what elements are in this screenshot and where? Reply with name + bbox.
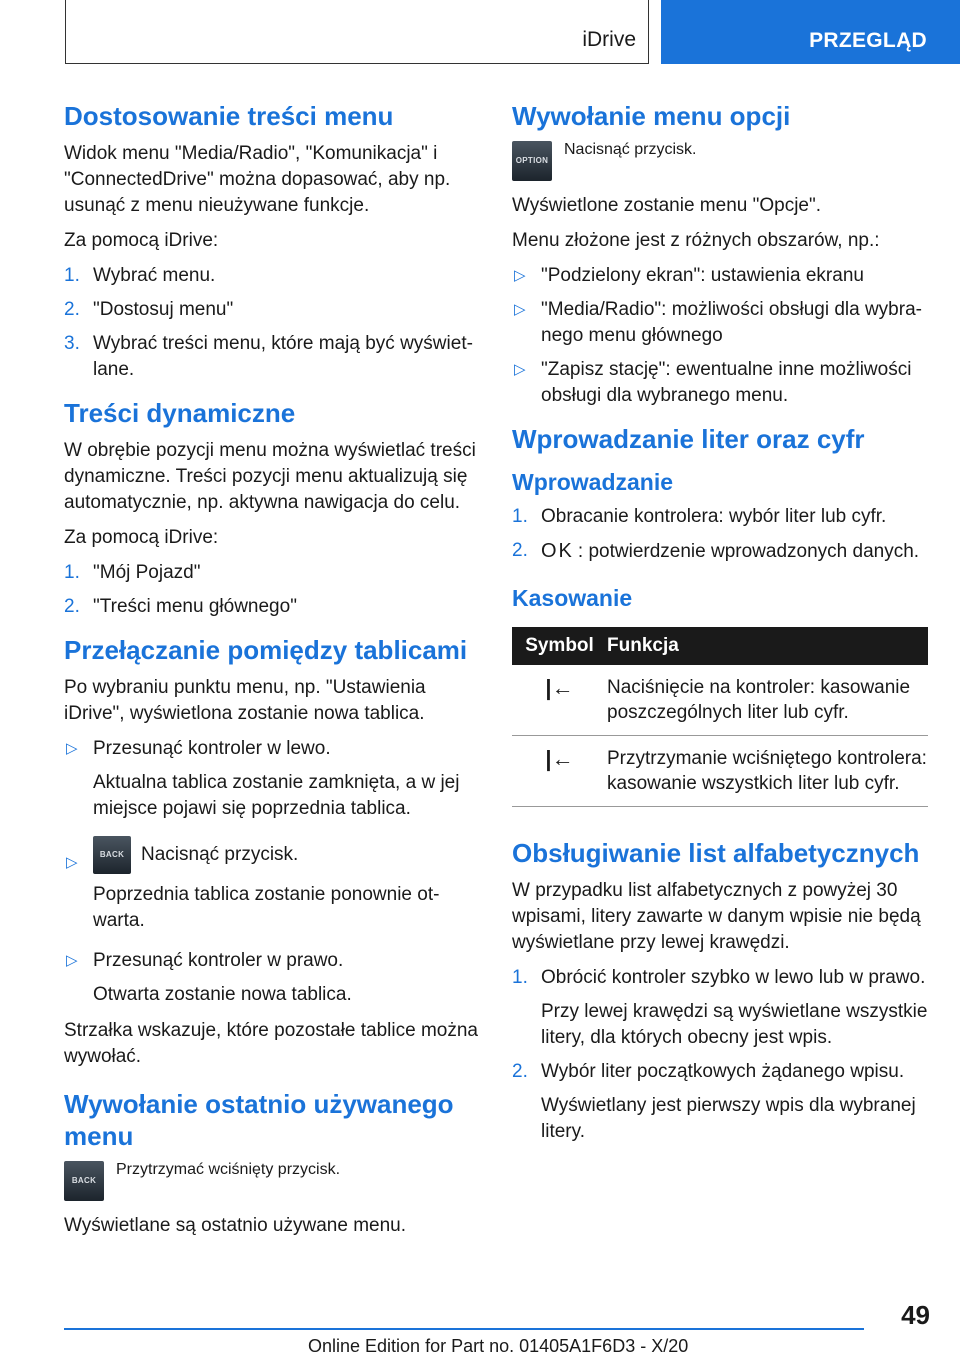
header-tab-overview[interactable]	[661, 0, 960, 64]
section-title-switch-panels: Przełączanie pomiędzy tablicami	[64, 635, 468, 665]
triangle-bullet-icon: ▷	[66, 952, 78, 969]
list-item: ▷ Przesunąć kontroler w prawo. Otwarta zostanie nowa tablica.	[66, 950, 352, 1005]
left-column	[64, 100, 478, 1248]
header-frame	[65, 0, 649, 64]
section-title-dynamic-content: Treści dynamiczne	[64, 398, 296, 428]
section-title-recent-menu: Wywołanie ostatnio używanego menu	[64, 1089, 454, 1151]
header-tab-label: PRZEGLĄD	[809, 29, 927, 52]
numbered-list	[64, 263, 478, 383]
paragraph: Wyświetlane są ostatnio używane menu.	[64, 1215, 406, 1236]
paragraph: Za pomocą iDrive:	[64, 230, 219, 251]
delete-symbols-table	[512, 627, 928, 807]
list-item: ▷ "Podzielony ekran": ustawienia ekranu	[512, 263, 930, 289]
table-header-row	[512, 627, 928, 665]
subsection-title-delete: Kasowanie	[512, 585, 633, 611]
list-item: 3. Wybrać treści menu, które mają być wyświetlane.	[64, 333, 473, 380]
section-title-alphabetical-lists: Obsługiwanie list alfabetycznych	[512, 838, 920, 868]
list-item: ▷ "Zapisz stację": ewentualne inne możliwości obsługi dla wybranego menu.	[514, 359, 912, 406]
right-column	[512, 100, 930, 1155]
list-item: 2. "Dostosuj menu"	[64, 299, 234, 320]
header-section-label: iDrive	[582, 28, 636, 51]
triangle-bullet-icon: ▷	[514, 301, 526, 318]
list-item: 1. "Mój Pojazd"	[64, 562, 201, 583]
bullet-list	[512, 263, 930, 409]
backspace-icon: |←	[512, 665, 607, 736]
list-item: 2. "Treści menu głównego"	[64, 596, 297, 617]
list-item: 1. Wybrać menu.	[64, 265, 216, 286]
list-item: 1. Obrócić kontroler szybko w lewo lub w prawo. Przy lewej krawędzi są wyświetlane wszystkie litery, dla których obecny jest wpis.	[512, 967, 928, 1048]
button-instruction: BACK Przytrzymać wciśnięty przycisk.	[64, 1161, 478, 1201]
list-item: ▷ "Media/Radio": możliwości obsługi dla wybranego menu głównego	[514, 299, 922, 346]
table-row	[512, 665, 928, 736]
page-number: 49	[901, 1300, 930, 1330]
button-instruction: OPTION Nacisnąć przycisk.	[512, 141, 930, 181]
back-button-icon: BACK	[93, 836, 131, 874]
paragraph: Za pomocą iDrive:	[64, 527, 219, 548]
paragraph: Strzałka wskazuje, które pozostałe tablice można wywołać.	[64, 1020, 478, 1067]
paragraph: W przypadku list alfabetycznych z powyżej 30 wpisami, litery zawarte w danym wpisie nie będą wyświetlane przy lewej krawędzi.	[512, 880, 921, 953]
section-title-customize-menu: Dostosowanie treści menu	[64, 101, 394, 131]
backspace-icon: |←	[512, 736, 607, 807]
list-item: ▷ BACK Nacisnąć przycisk. Poprzednia tablica zostanie ponownie otwarta.	[64, 836, 478, 934]
list-item: ▷ Przesunąć kontroler w lewo. Aktualna tablica zostanie zamknięta, a w jej miejsce pojawi się poprzednia tablica.	[66, 738, 460, 819]
triangle-bullet-icon: ▷	[66, 854, 78, 871]
paragraph: Menu złożone jest z różnych obszarów, np.:	[512, 230, 880, 251]
list-item: 1. Obracanie kontrolera: wybór liter lub cyfr.	[512, 506, 887, 527]
paragraph: Wyświetlone zostanie menu "Opcje".	[512, 195, 822, 216]
section-title-input: Wprowadzanie liter oraz cyfr	[512, 424, 865, 454]
table-cell: Przytrzymanie wciśniętego kontrolera: kasowanie wszystkich liter lub cyfr.	[607, 736, 928, 807]
ok-icon: OK	[541, 540, 574, 562]
triangle-bullet-icon: ▷	[514, 361, 526, 378]
footer-divider	[64, 1328, 864, 1330]
paragraph: Po wybraniu punktu menu, np. "Ustawienia iDrive", wyświetlona zostanie nowa tablica.	[64, 677, 426, 724]
paragraph: Widok menu "Media/Radio", "Komunikacja" i "ConnectedDrive" można dopasować, aby np. usunąć z menu nieużywane funkcje.	[64, 143, 451, 216]
bullet-list	[64, 736, 478, 1008]
table-row	[512, 736, 928, 807]
back-button-icon: BACK	[64, 1161, 104, 1201]
table-header: Funkcja	[607, 627, 928, 665]
paragraph: W obrębie pozycji menu można wyświetlać treści dynamiczne. Treści pozycji menu aktualizują się automatycznie, np. aktywna nawigacja do celu.	[64, 440, 476, 513]
triangle-bullet-icon: ▷	[66, 740, 78, 757]
list-item: 2. Wybór liter początkowych żądanego wpisu. Wyświetlany jest pierwszy wpis dla wybranej litery.	[512, 1061, 916, 1142]
triangle-bullet-icon: ▷	[514, 267, 526, 284]
table-cell: Naciśnięcie na kontroler: kasowanie poszczególnych liter lub cyfr.	[607, 665, 928, 736]
numbered-list	[64, 560, 478, 620]
numbered-list	[512, 965, 930, 1145]
subsection-title-entry: Wprowadzanie	[512, 469, 674, 495]
section-title-options-menu: Wywołanie menu opcji	[512, 101, 791, 131]
table-header: Symbol	[512, 627, 607, 665]
list-item: 2. OK : potwierdzenie wprowadzonych danych.	[512, 540, 920, 562]
option-button-icon: OPTION	[512, 141, 552, 181]
numbered-list	[512, 504, 930, 565]
footer-edition: Online Edition for Part no. 01405A1F6D3 - X/20	[308, 1336, 689, 1356]
